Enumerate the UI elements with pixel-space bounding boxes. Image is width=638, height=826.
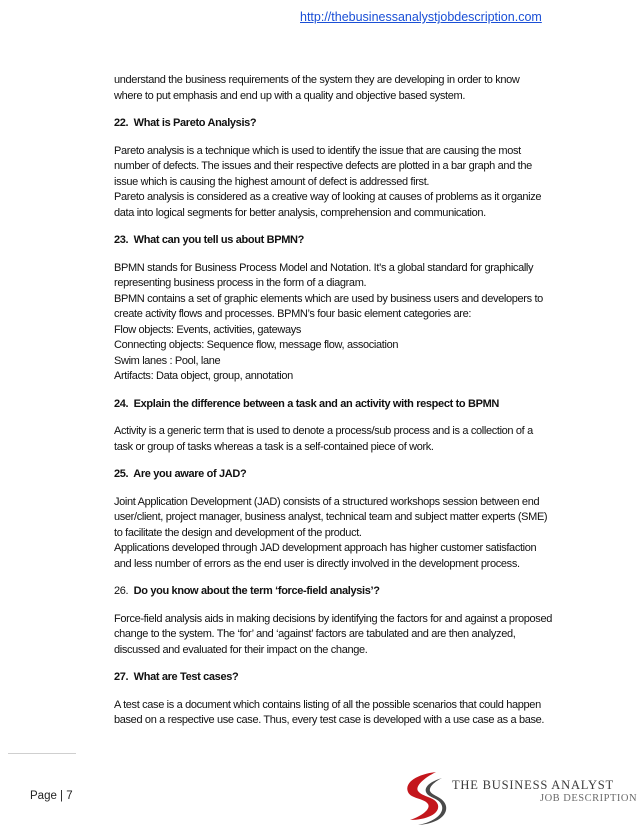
paragraph-gap [114, 455, 574, 467]
text-line: Pareto analysis is a technique which is used to identify the issue that are causing the most [114, 144, 521, 157]
text-line: Activity is a generic term that is used to denote a process/sub process and is a collection of a [114, 425, 533, 437]
question-text: Do you know about the term ‘force-field analysis’? [133, 585, 380, 597]
paragraph-gap [114, 221, 574, 233]
paragraph-gap [114, 132, 574, 144]
text-line: based on a respective use case. Thus, every test case is developed with a use case as a base. [114, 714, 545, 726]
text-line: Swim lanes : Pool, lane [114, 354, 221, 367]
s-swoosh-logo-icon [398, 768, 448, 826]
logo-subtitle: JOB DESCRIPTION [540, 793, 638, 804]
paragraph [114, 612, 574, 659]
text-line: representing business process in the form of a diagram. [114, 277, 367, 289]
paragraph-gap [114, 104, 574, 116]
text-line: Force-field analysis aids in making decisions by identifying the factors for and against a proposed [114, 612, 552, 625]
question-heading [114, 116, 574, 132]
text-line: user/client, project manager, business analyst, technical team and subject matter experts (SME) [114, 511, 548, 523]
text-line: where to put emphasis and end up with a quality and objective based system. [114, 89, 466, 102]
question-text: What can you tell us about BPMN? [133, 234, 304, 246]
paragraph [114, 698, 574, 729]
question-text: Are you aware of JAD? [133, 468, 247, 480]
paragraph [114, 73, 574, 104]
question-number: 22. [114, 117, 129, 129]
paragraph-gap [114, 412, 574, 424]
text-line: BPMN stands for Business Process Model and Notation. It’s a global standard for graphically [114, 261, 534, 274]
text-line: change to the system. The ‘for’ and ‘against’ factors are tabulated and are then analyzed, [114, 628, 516, 640]
text-line: BPMN contains a set of graphic elements which are used by business users and developers to [114, 292, 543, 305]
paragraph [114, 424, 574, 455]
paragraph-gap [114, 658, 574, 670]
question-heading [114, 467, 574, 483]
text-line: Artifacts: Data object, group, annotation [114, 370, 293, 382]
website-link[interactable]: http://thebusinessanalystjobdescription.com [300, 10, 542, 24]
text-line: to facilitate the design and development of the product. [114, 526, 362, 539]
text-line: Connecting objects: Sequence flow, message flow, association [114, 339, 399, 351]
text-line: Applications developed through JAD development approach has higher customer satisfaction [114, 542, 537, 554]
question-number: 23. [114, 234, 129, 246]
question-number: 24. [114, 397, 129, 410]
text-line: task or group of tasks whereas a task is a self-contained piece of work. [114, 440, 434, 453]
question-text: What are Test cases? [133, 671, 239, 683]
paragraph-gap [114, 249, 574, 261]
text-line: issue which is causing the highest amount of defect is addressed first. [114, 175, 430, 188]
text-line: Pareto analysis is considered as a creative way of looking at causes of problems as it organize [114, 191, 542, 203]
question-number: 25. [114, 468, 129, 480]
question-number: 26. [114, 585, 129, 597]
text-line: and less number of errors as the end user is directly involved in the development process. [114, 557, 520, 570]
document-body [114, 73, 574, 729]
question-heading [114, 584, 574, 600]
page-number: Page | 7 [30, 790, 73, 802]
question-text: Explain the difference between a task and an activity with respect to BPMN [133, 397, 499, 410]
paragraph-gap [114, 600, 574, 612]
question-heading [114, 397, 574, 413]
text-line: number of defects. The issues and their respective defects are plotted in a bar graph and the [114, 160, 532, 172]
question-heading [114, 233, 574, 249]
paragraph [114, 261, 574, 385]
paragraph [114, 495, 574, 573]
question-number: 27. [114, 671, 129, 683]
text-line: understand the business requirements of the system they are developing in order to know [114, 74, 520, 86]
text-line: A test case is a document which contains listing of all the possible scenarios that could happen [114, 698, 541, 711]
question-heading [114, 670, 574, 686]
company-logo [398, 768, 638, 826]
text-line: discussed and evaluated for their impact on the change. [114, 643, 368, 656]
paragraph-gap [114, 686, 574, 698]
text-line: data into logical segments for better analysis, comprehension and communication. [114, 206, 486, 219]
text-line: Flow objects: Events, activities, gateways [114, 323, 302, 336]
text-line: Joint Application Development (JAD) consists of a structured workshops session between end [114, 495, 540, 508]
paragraph-gap [114, 572, 574, 584]
logo-title: THE BUSINESS ANALYST [452, 778, 614, 792]
text-line: create activity flows and processes. BPMN’s four basic element categories are: [114, 308, 472, 320]
paragraph-gap [114, 483, 574, 495]
question-text: What is Pareto Analysis? [133, 117, 257, 129]
footer-divider [8, 753, 76, 754]
paragraph-gap [114, 385, 574, 397]
paragraph [114, 144, 574, 222]
